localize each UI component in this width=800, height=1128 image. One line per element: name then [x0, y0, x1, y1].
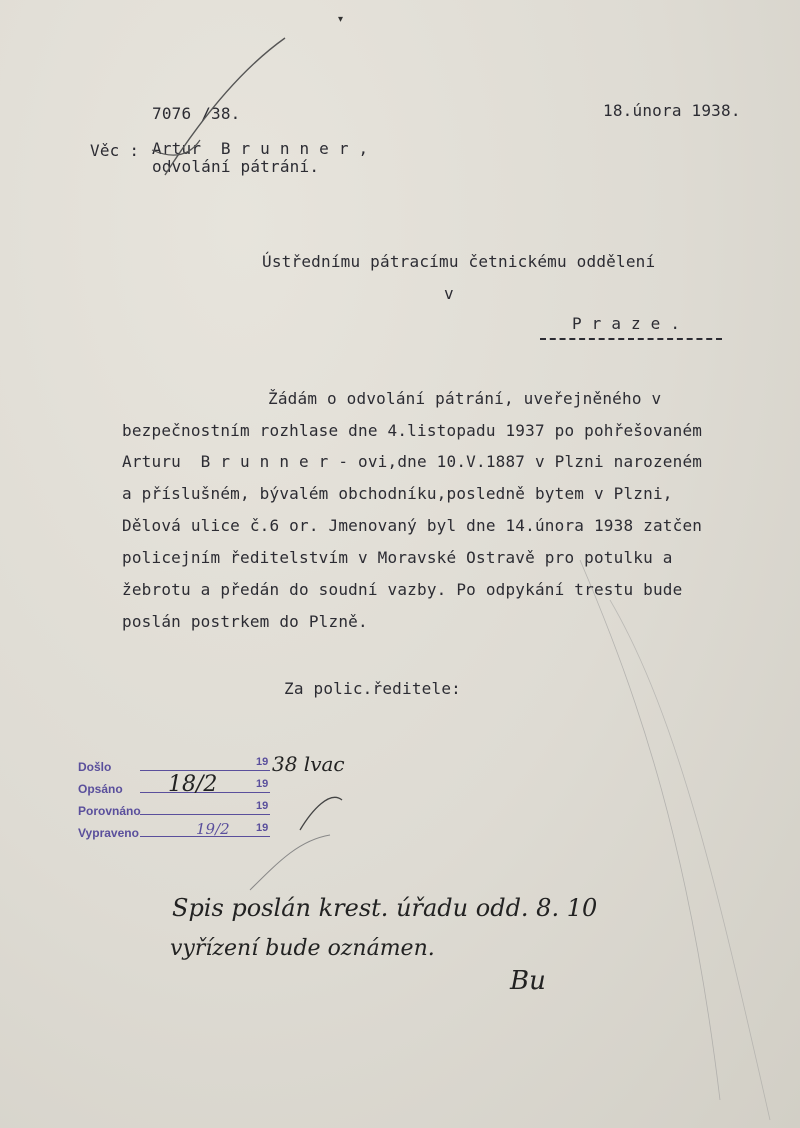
body-line: Dělová ulice č.6 or. Jmenovaný byl dne 14.února 1938 zatčen	[122, 516, 703, 535]
subject-label: Věc :	[90, 141, 140, 160]
stamp-label: Opsáno	[78, 782, 123, 796]
stamp-year: 19	[256, 822, 269, 834]
handwritten-note-line-1: Spis poslán krest. úřadu odd. 8. 10	[172, 894, 598, 922]
body-line: poslán postrkem do Plzně.	[122, 612, 368, 631]
stamp-handwritten-doslo: 38 lvac	[272, 752, 345, 776]
subject-line-1: Artur B r u n n e r ,	[152, 139, 369, 158]
stamp-year: 19	[256, 756, 269, 768]
document-date: 18.února 1938.	[603, 101, 741, 120]
stamp-year: 19	[256, 778, 269, 790]
body-line: Žádám o odvolání pátrání, uveřejněného v	[268, 389, 662, 408]
stamp-year: 19	[256, 800, 269, 812]
body-line: žebrotu a předán do soudní vazby. Po odpykání trestu bude	[122, 580, 683, 599]
body-line: policejním ředitelstvím v Moravské Ostravě pro potulku a	[122, 548, 673, 567]
body-line: bezpečnostním rozhlase dne 4.listopadu 1937 po pohřešovaném	[122, 421, 703, 440]
stamp-handwritten-vypraveno: 19/2	[196, 820, 230, 838]
handwritten-note-line-2: vyřízení bude oznámen.	[170, 936, 435, 961]
signature-line: Za polic.ředitele:	[284, 679, 461, 698]
addressee-line-1: Ústřednímu pátracímu četnickému oddělení	[262, 252, 656, 271]
addressee-line-3: P r a z e .	[572, 314, 681, 333]
subject-line-2: odvolání pátrání.	[152, 157, 320, 176]
stamp-label: Došlo	[78, 760, 112, 774]
stamp-label: Porovnáno	[78, 804, 141, 818]
body-line: Arturu B r u n n e r - ovi,dne 10.V.1887 v Plzni narozeném	[122, 452, 703, 471]
reference-number: 7076 /38.	[152, 104, 241, 123]
stamp-label: Vypraveno	[78, 826, 139, 840]
corner-mark: ▾	[338, 14, 344, 25]
stamp-handwritten-opsano: 18/2	[168, 772, 218, 797]
handwritten-initials: Bu	[510, 966, 546, 996]
addressee-line-2: v	[444, 284, 454, 303]
body-line: a příslušném, bývalém obchodníku,posledně bytem v Plzni,	[122, 484, 673, 503]
